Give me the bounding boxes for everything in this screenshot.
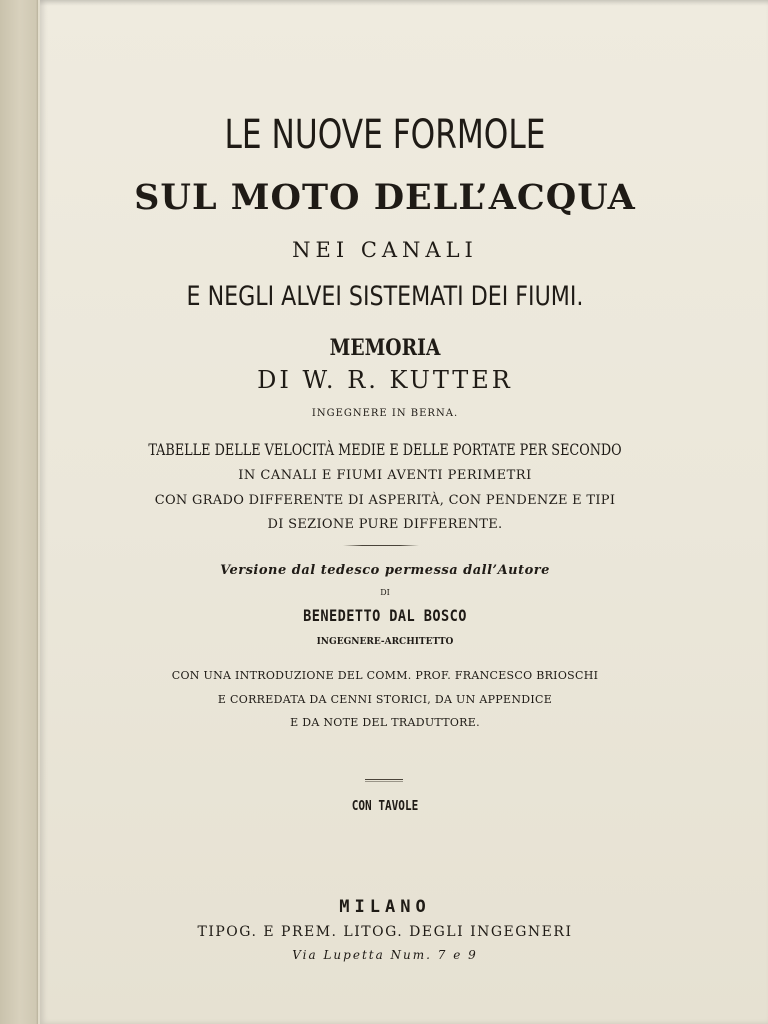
tables-line-1: TABELLE DELLE VELOCITÀ MEDIE E DELLE PORTATE PER SECONDO <box>148 440 622 459</box>
page-shadow <box>40 0 768 6</box>
version-line: Versione dal tedesco permessa dall’Autore <box>220 563 550 578</box>
tables-line-4: DI SEZIONE PURE DIFFERENTE. <box>267 517 503 532</box>
intro-line-1: CON UNA INTRODUZIONE DEL COMM. PROF. FRANCESCO BRIOSCHI <box>171 669 599 682</box>
divider-rule-double <box>365 779 403 780</box>
imprint-city: MILANO <box>339 897 431 917</box>
author-role: INGEGNERE IN BERNA. <box>311 408 459 419</box>
imprint-printer: TIPOG. E PREM. LITOG. DEGLI INGEGNERI <box>197 924 573 940</box>
intro-line-2: E CORREDATA DA CENNI STORICI, DA UN APPENDICE <box>217 693 553 706</box>
title-line-4: E NEGLI ALVEI SISTEMATI DEI FIUMI. <box>186 281 584 312</box>
author-line: DI W. R. KUTTER <box>257 366 513 394</box>
tables-line-2: IN CANALI E FIUMI AVENTI PERIMETRI <box>238 468 532 483</box>
title-line-2: SUL MOTO DELL’ACQUA <box>134 177 636 218</box>
imprint-address: Via Lupetta Num. 7 e 9 <box>292 948 478 962</box>
tables-line-3: CON GRADO DIFFERENTE DI ASPERITÀ, CON PENDENZE E TIPI <box>154 493 616 508</box>
divider-rule-double-lower <box>365 781 403 782</box>
translator-name: BENEDETTO DAL BOSCO <box>303 606 467 625</box>
book-spine-edge <box>0 0 38 1024</box>
translator-role: INGEGNERE-ARCHITETTO <box>316 637 454 647</box>
title-line-3: NEI CANALI <box>292 238 478 262</box>
divider-rule <box>343 545 419 546</box>
plates-note: CON TAVOLE <box>351 799 419 814</box>
title-line-1: LE NUOVE FORMOLE <box>224 112 546 158</box>
intro-line-3: E DA NOTE DEL TRADUTTORE. <box>290 716 480 729</box>
version-di: DI <box>380 588 390 597</box>
memoria-heading: MEMORIA <box>329 335 441 361</box>
